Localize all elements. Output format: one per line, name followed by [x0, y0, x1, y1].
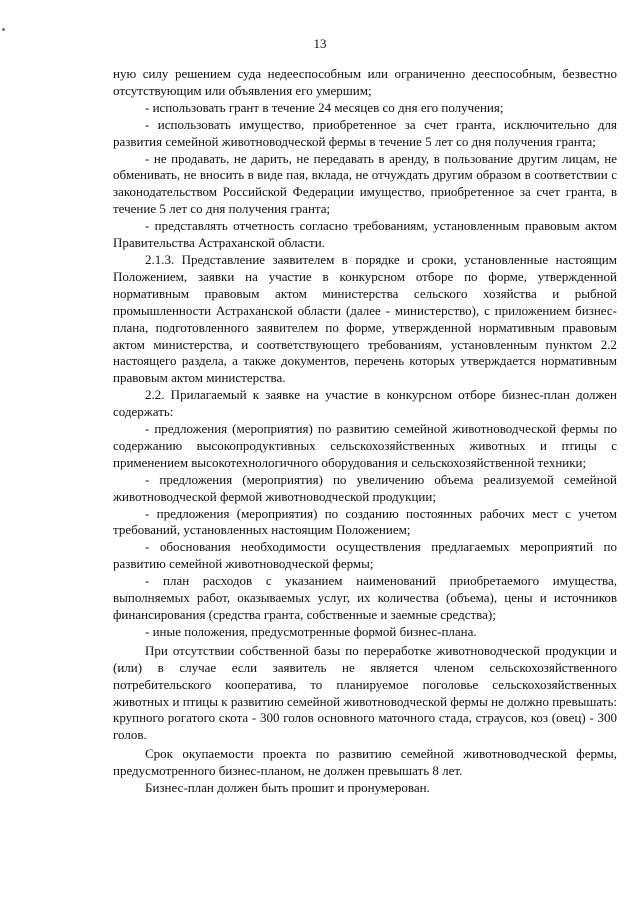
paragraph-plan-other: - иные положения, предусмотренные формой бизнес-плана. [145, 623, 477, 639]
paragraph-plan-livestock: - предложения (мероприятия) по развитию семейной животноводческой фермы по содержанию высокопродуктивных сельскохозяйственных животных и птицы с применением высокотехнологичного оборудования и сельскохозяйственной техники; [113, 421, 617, 470]
paragraph-2-1-3: 2.1.3. Представление заявителем в порядке и сроки, установленные настоящим Положением, заявки на участие в конкурсном отборе по форме, утвержденной нормативным правовым актом министерства сельского хозяйства и рыбной промышленности Астраханской области (далее - министерство), с приложением бизнес-плана, подготовленного заявителем по форме, утвержденной нормативным правовым актом министерства, и соответствующего требованиям, установленным пунктом 2.2 настоящего раздела, а также документов, перечень которых утверждается нормативным правовым актом министерства. [113, 251, 617, 386]
page-number: 13 [313, 36, 327, 51]
paragraph-plan-justification: - обоснования необходимости осуществления предлагаемых мероприятий по развитию семейной животноводческой фермы; [113, 539, 617, 572]
paragraph-plan-expenses: - план расходов с указанием наименований приобретаемого имущества, выполняемых работ, оказываемых услуг, их количества (объема), цены и источников финансирования (средства гранта, собственные и заемные средства); [113, 573, 617, 622]
paragraph-payback-period: Срок окупаемости проекта по развитию семейной животноводческой фермы, предусмотренного бизнес-планом, не должен превышать 8 лет. [113, 746, 617, 779]
paragraph-continuation: ную силу решением суда недееспособным или ограниченно дееспособным, безвестно отсутствующим или объявления его умершим; [113, 66, 617, 98]
paragraph-obligation-property-use: - использовать имущество, приобретенное за счет гранта, исключительно для развития семейной животноводческой фермы в течение 5 лет со дня получения гранта; [113, 116, 617, 149]
body-text [113, 66, 617, 797]
paragraph-plan-jobs: - предложения (мероприятия) по созданию постоянных рабочих мест с учетом требований, установленных настоящим Положением; [113, 505, 617, 538]
paragraph-binding: Бизнес-план должен быть прошит и пронумерован. [145, 780, 430, 796]
paragraph-obligation-reporting: - представлять отчетность согласно требованиям, установленным правовым актом Правительства Астраханской области. [113, 218, 617, 251]
paragraph-obligation-grant-term: - использовать грант в течение 24 месяцев со дня его получения; [145, 99, 504, 115]
paragraph-plan-sales-volume: - предложения (мероприятия) по увеличению объема реализуемой семейной животноводческой фермой животноводческой продукции; [113, 471, 617, 504]
paragraph-obligation-no-alienation: - не продавать, не дарить, не передавать в аренду, в пользование другим лицам, не обменивать, не вносить в виде пая, вклада, не отчуждать другим образом в соответствии с законодательством Российской Федерации имущество, приобретенное за счет гранта, в течение 5 лет со дня получения гранта; [113, 150, 617, 217]
scan-speck [2, 28, 5, 31]
paragraph-2-2: 2.2. Прилагаемый к заявке на участие в конкурсном отборе бизнес-план должен содержать: [113, 387, 617, 420]
paragraph-herd-limit: При отсутствии собственной базы по переработке животноводческой продукции и (или) в случае если заявитель не является членом сельскохозяйственного потребительского кооператива, то планируемое поголовье сельскохозяйственных животных и птицы к развитию семейной животноводческой фермы не должно превышать: крупного рогатого скота - 300 голов основного маточного стада, страусов, коз (овец) - 300 голов. [113, 642, 617, 743]
